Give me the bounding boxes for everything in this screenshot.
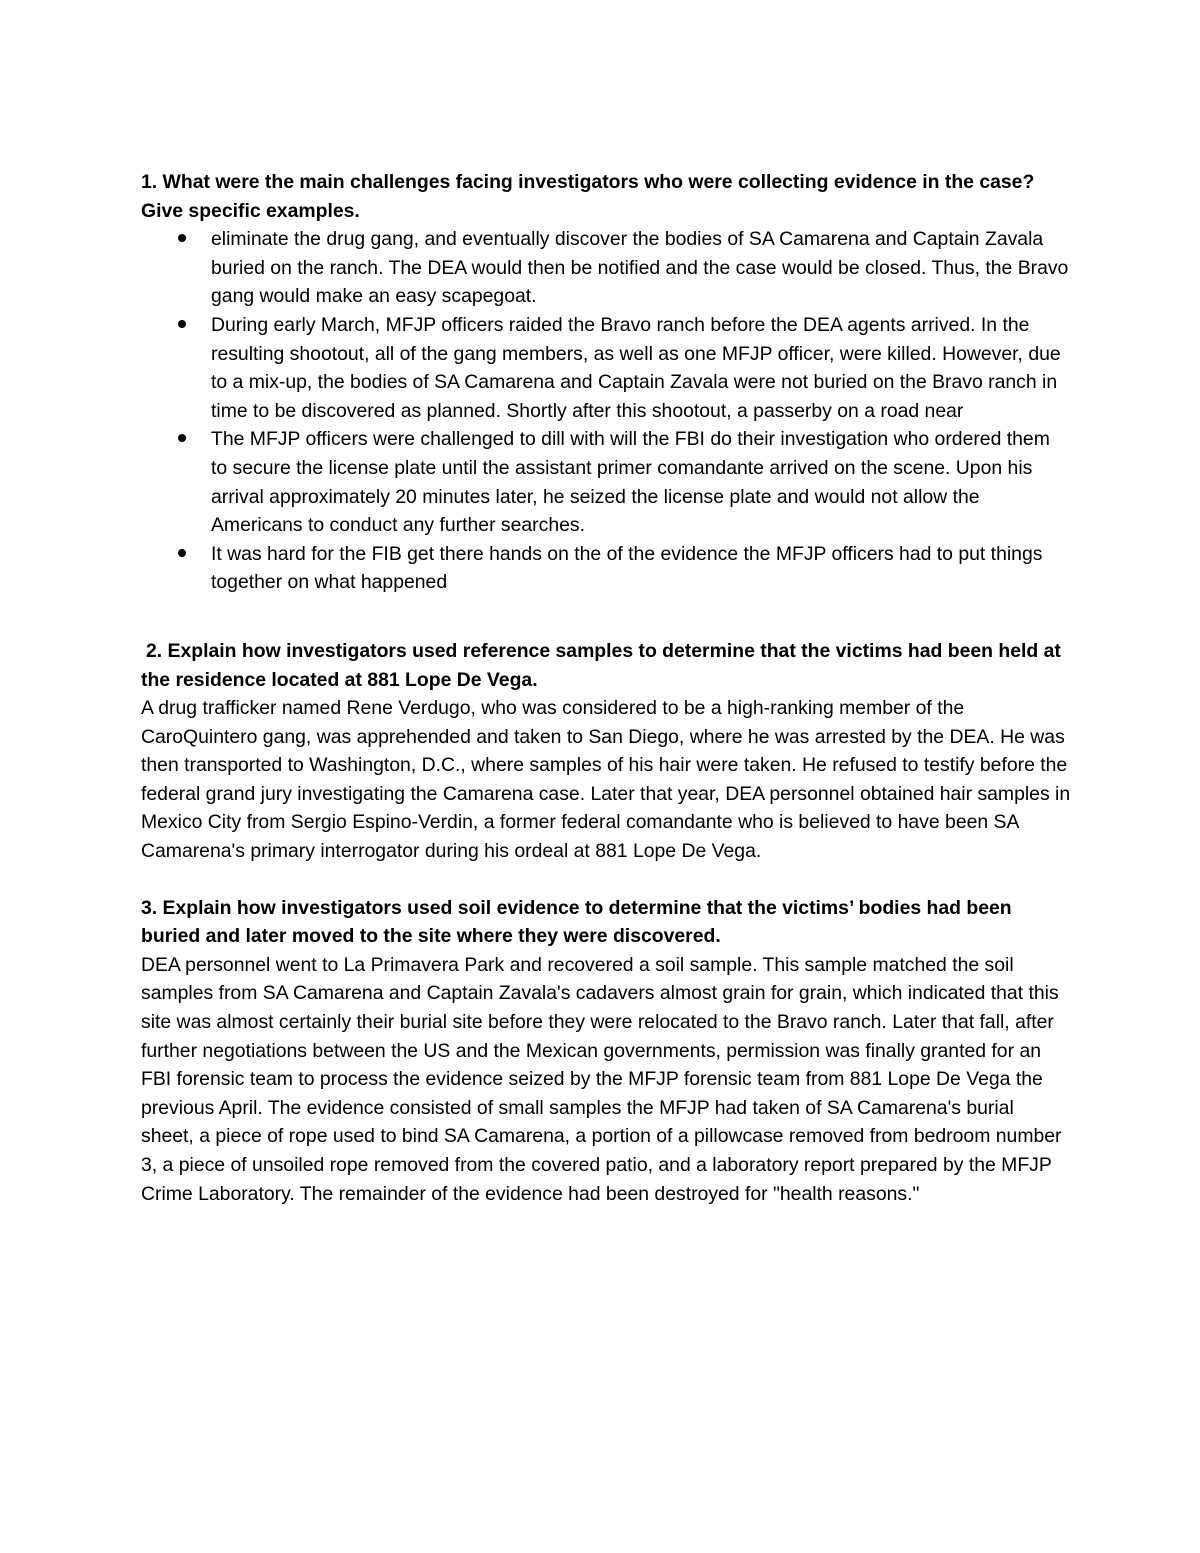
document-page [141, 168, 1071, 1208]
bullet-icon [178, 549, 186, 557]
bullet-text: It was hard for the FIB get there hands on the of the evidence the MFJP officers had to put things together on what happened [211, 542, 1043, 594]
question-3-answer: DEA personnel went to La Primavera Park and recovered a soil sample. This sample matched the soil samples from SA Camarena and Captain Zavala's cadavers almost grain for grain, which indicated that this site was almost certainly their burial site before they were relocated to the Bravo ranch. Later that fall, after further negotiations between the US and the Mexican governments, permission was finally granted for an FBI forensic team to process the evidence seized by the MFJP forensic team from 881 Lope De Vega the previous April. The evidence consisted of small samples the MFJP had taken of SA Camarena's burial sheet, a piece of rope used to bind SA Camarena, a portion of a pillowcase removed from bedroom number 3, a piece of unsoiled rope removed from the covered patio, and a laboratory report prepared by the MFJP Crime Laboratory. The remainder of the evidence had been destroyed for "health reasons." [141, 953, 1062, 1205]
bullet-text: The MFJP officers were challenged to dill with will the FBI do their investigation who ordered them to secure the license plate until the assistant primer comandante arrived on the scene. Upon his arrival approximately 20 minutes later, he seized the license plate and would not allow the Americans to conduct any further searches. [211, 428, 1050, 537]
question-2-answer: A drug trafficker named Rene Verdugo, who was considered to be a high-ranking member of the CaroQuintero gang, was apprehended and taken to San Diego, where he was arrested by the DEA. He was then transported to Washington, D.C., where samples of his hair were taken. He refused to testify before the federal grand jury investigating the Camarena case. Later that year, DEA personnel obtained hair samples in Mexico City from Sergio Espino-Verdin, a former federal comandante who is believed to have been SA Camarena's primary interrogator during his ordeal at 881 Lope De Vega. [141, 697, 1071, 863]
bullet-item [141, 540, 1071, 597]
bullet-icon [178, 320, 186, 328]
bullet-item [141, 225, 1071, 311]
question-3-heading: 3. Explain how investigators used soil evidence to determine that the victims’ bodies had been buried and later moved to the site where they were discovered. [141, 896, 1012, 948]
bullet-icon [178, 234, 186, 242]
question-1-heading: 1. What were the main challenges facing investigators who were collecting evidence in the case? Give specific examples. [141, 171, 1035, 222]
bullet-item [141, 425, 1071, 539]
bullet-icon [178, 434, 186, 442]
question-2-heading: 2. Explain how investigators used reference samples to determine that the victims had been held at the residence located at 881 Lope De Vega. [141, 639, 1061, 691]
bullet-item [141, 311, 1071, 425]
question-1-bullet-list [141, 225, 1071, 597]
bullet-text: During early March, MFJP officers raided the Bravo ranch before the DEA agents arrived. In the resulting shootout, all of the gang members, as well as one MFJP officer, were killed. However, due to a mix-up, the bodies of SA Camarena and Captain Zavala were not buried on the Bravo ranch in time to be discovered as planned. Shortly after this shootout, a passerby on a road near [211, 313, 1061, 422]
bullet-text: eliminate the drug gang, and eventually discover the bodies of SA Camarena and Captain Zavala buried on the ranch. The DEA would then be notified and the case would be closed. Thus, the Bravo gang would make an easy scapegoat. [211, 228, 1069, 308]
